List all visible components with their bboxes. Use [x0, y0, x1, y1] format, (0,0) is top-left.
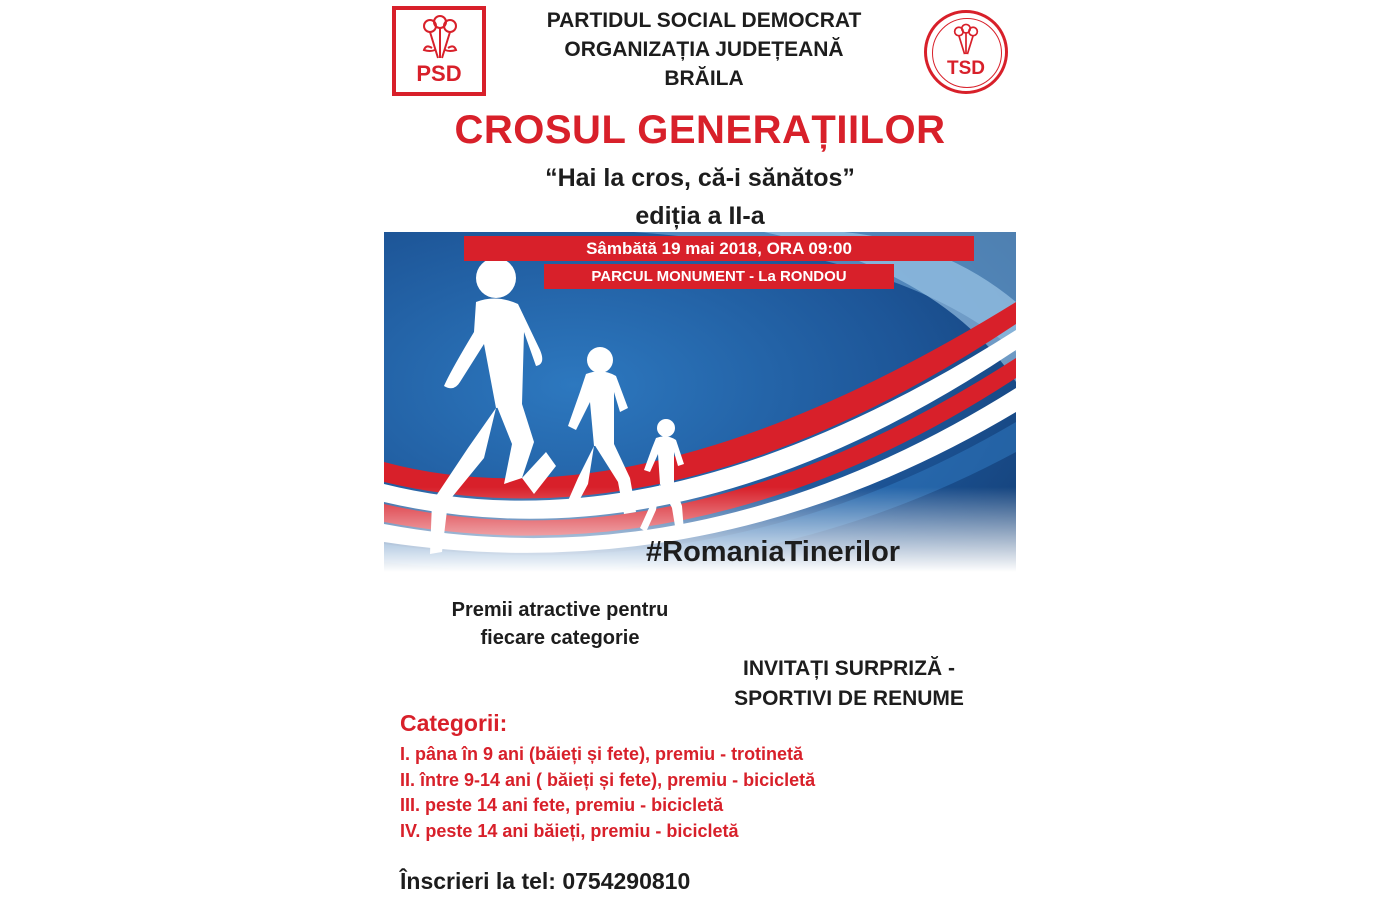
category-item: II. între 9-14 ani ( băieți și fete), premiu - bicicletă [400, 769, 816, 790]
organization-header [494, 6, 914, 93]
psd-logo [392, 6, 486, 96]
categories-heading: Categorii: [400, 710, 508, 736]
event-edition: ediția a II-a [635, 202, 765, 230]
event-title: CROSUL GENERAȚIILOR [454, 108, 946, 152]
city-name: BRĂILA [664, 67, 744, 90]
prizes-line-1: Premii atractive pentru [451, 599, 669, 621]
event-location: PARCUL MONUMENT - La RONDOU [544, 264, 894, 289]
category-item: III. peste 14 ani fete, premiu - bicicletă [400, 795, 724, 815]
tsd-logo-text: TSD [947, 58, 985, 79]
psd-logo-text: PSD [416, 61, 462, 86]
tsd-logo [924, 10, 1008, 94]
guests-note [684, 654, 1014, 714]
prizes-line-2: fiecare categorie [480, 627, 640, 649]
categories-list [400, 742, 815, 844]
event-slogan: “Hai la cros, că-i sănătos” [545, 164, 855, 192]
rose-icon [418, 14, 462, 62]
guests-line-2: SPORTIVI DE RENUME [734, 687, 964, 710]
party-name: PARTIDUL SOCIAL DEMOCRAT [546, 9, 862, 32]
event-date: Sâmbătă 19 mai 2018, ORA 09:00 [464, 236, 974, 261]
prizes-note [400, 596, 720, 652]
category-item: I. pâna în 9 ani (băieți și fete), premiu - trotinetă [400, 744, 804, 764]
category-item: IV. peste 14 ani băieți, premiu - bicicletă [400, 820, 739, 841]
guests-line-1: INVITAȚI SURPRIZĂ - [743, 657, 955, 680]
event-hashtag: #RomaniaTinerilor [646, 536, 901, 568]
event-poster [384, 0, 1016, 900]
rose-icon [948, 23, 984, 57]
organization-name: ORGANIZAȚIA JUDEȚEANĂ [564, 38, 844, 61]
registration-contact: Înscrieri la tel: 0754290810 [400, 868, 691, 894]
